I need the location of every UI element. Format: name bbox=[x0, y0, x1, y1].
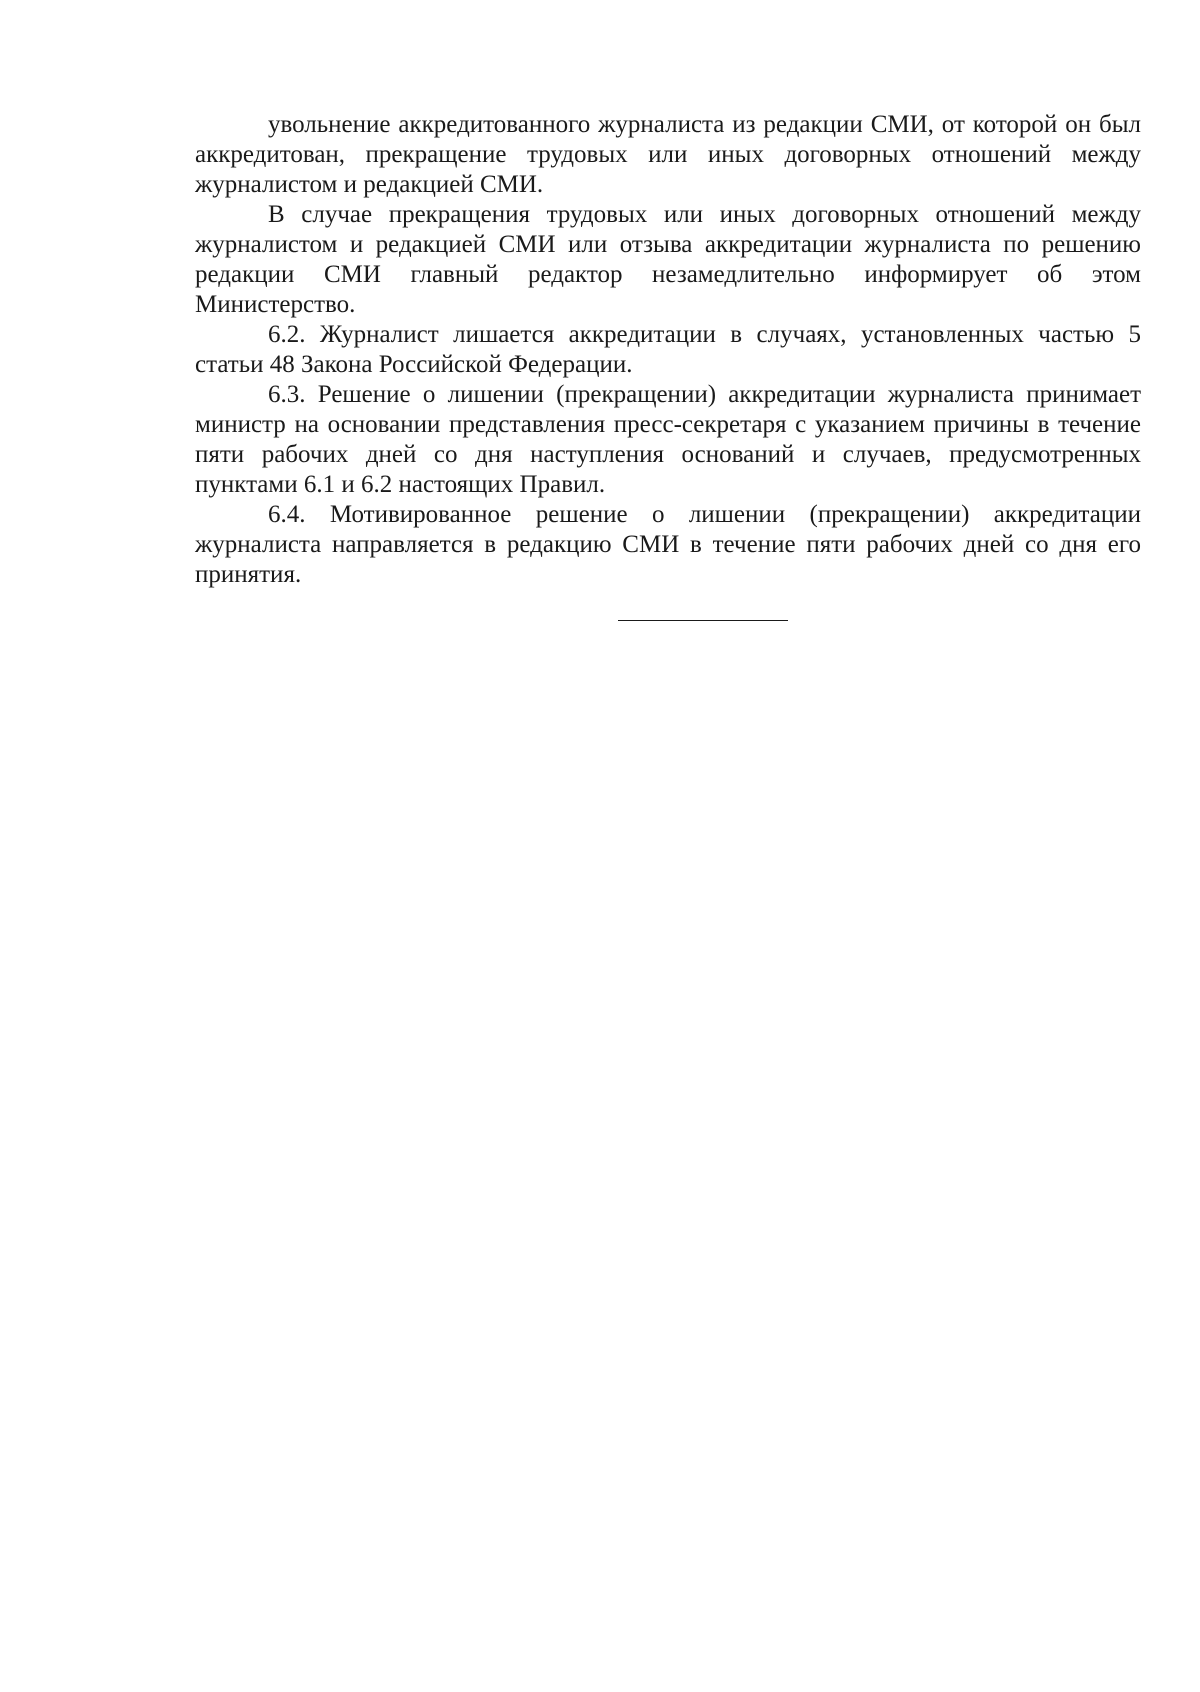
document-body bbox=[195, 110, 1141, 590]
paragraph-6-3: 6.3. Решение о лишении (прекращении) аккредитации журналиста принимает министр на основании представления пресс-секретаря с указанием причины в течение пяти рабочих дней со дня наступления оснований и случаев, предусмотренных пунктами 6.1 и 6.2 настоящих Правил. bbox=[195, 381, 1141, 498]
paragraph-6-4: 6.4. Мотивированное решение о лишении (прекращении) аккредитации журналиста направляется в редакцию СМИ в течение пяти рабочих дней со дня его принятия. bbox=[195, 501, 1141, 588]
end-separator-line bbox=[618, 620, 788, 621]
paragraph-termination-notice: В случае прекращения трудовых или иных договорных отношений между журналистом и редакцией СМИ или отзыва аккредитации журналиста по решению редакции СМИ главный редактор незамедлительно информирует об этом Министерство. bbox=[195, 201, 1141, 318]
paragraph-6-2: 6.2. Журналист лишается аккредитации в случаях, установленных частью 5 статьи 48 Закона Российской Федерации. bbox=[195, 321, 1141, 378]
paragraph-dismissal: увольнение аккредитованного журналиста из редакции СМИ, от которой он был аккредитован, прекращение трудовых или иных договорных отношений между журналистом и редакцией СМИ. bbox=[195, 111, 1141, 198]
